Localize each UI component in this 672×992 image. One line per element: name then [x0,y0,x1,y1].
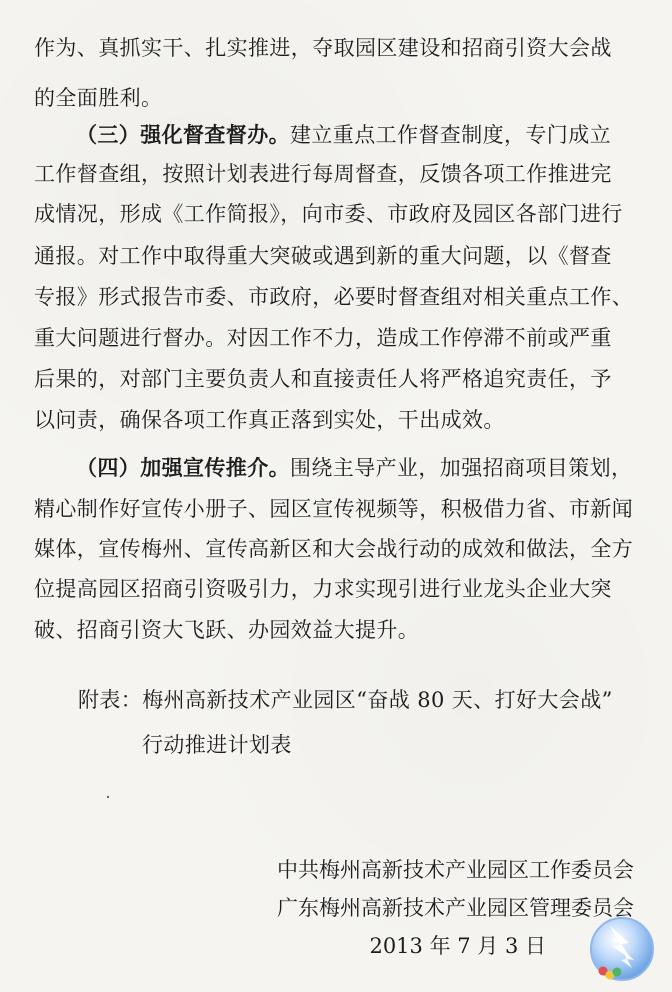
section-3-line [76,124,640,146]
signature-date: 2013 年 7 月 3 日 [369,934,546,958]
corner-logo-icon [586,913,658,985]
signature-line-1: 中共梅州高新技术产业园区工作委员会 [277,858,634,882]
attachment-line-1: 附表：梅州高新技术产业园区“奋战 80 天、打好大会战” [78,688,613,712]
paragraph-line-10: 精心制作好宣传小册子、园区宣传视频等，积极借力省、市新闻 [34,497,634,521]
paragraph-line-9: 以问责，确保各项工作真正落到实处，干出成效。 [34,408,505,432]
section-4-line [76,457,640,479]
signature-line-2: 广东梅州高新技术产业园区管理委员会 [277,896,634,920]
section-4-heading: （四）加强宣传推介。 [76,455,290,480]
scan-dot [107,796,109,798]
section-4-text: 围绕主导产业，加强招商项目策划， [290,456,633,480]
paragraph-line-4: 成情况，形成《工作简报》，向市委、市政府及园区各部门进行 [34,202,623,226]
paragraph-line-8: 后果的，对部门主要负责人和直接责任人将严格追究责任，予 [34,367,612,391]
attachment-line-2: 行动推进计划表 [142,733,292,757]
paragraph-line-11: 媒体，宣传梅州、宣传高新区和大会战行动的成效和做法，全方 [34,537,634,561]
paragraph-line-2: 的全面胜利。 [34,86,163,110]
paragraph-line-3: 工作督查组，按照计划表进行每周督查，反馈各项工作推进完 [34,162,612,186]
paragraph-line-5: 通报。对工作中取得重大突破或遇到新的重大问题，以《督查 [34,244,612,268]
paragraph-line-1: 作为、真抓实干、扎实推进，夺取园区建设和招商引资大会战 [34,36,612,60]
paragraph-line-12: 位提高园区招商引资吸引力，力求实现引进行业龙头企业大突 [34,577,612,601]
section-3-text: 建立重点工作督查制度，专门成立 [290,123,611,147]
paragraph-line-6: 专报》形式报告市委、市政府，必要时督查组对相关重点工作、 [34,285,634,309]
paragraph-line-13: 破、招商引资大飞跃、办园效益大提升。 [34,618,420,642]
section-3-heading: （三）强化督查督办。 [76,122,290,147]
paragraph-line-7: 重大问题进行督办。对因工作不力，造成工作停滞不前或严重 [34,326,612,350]
